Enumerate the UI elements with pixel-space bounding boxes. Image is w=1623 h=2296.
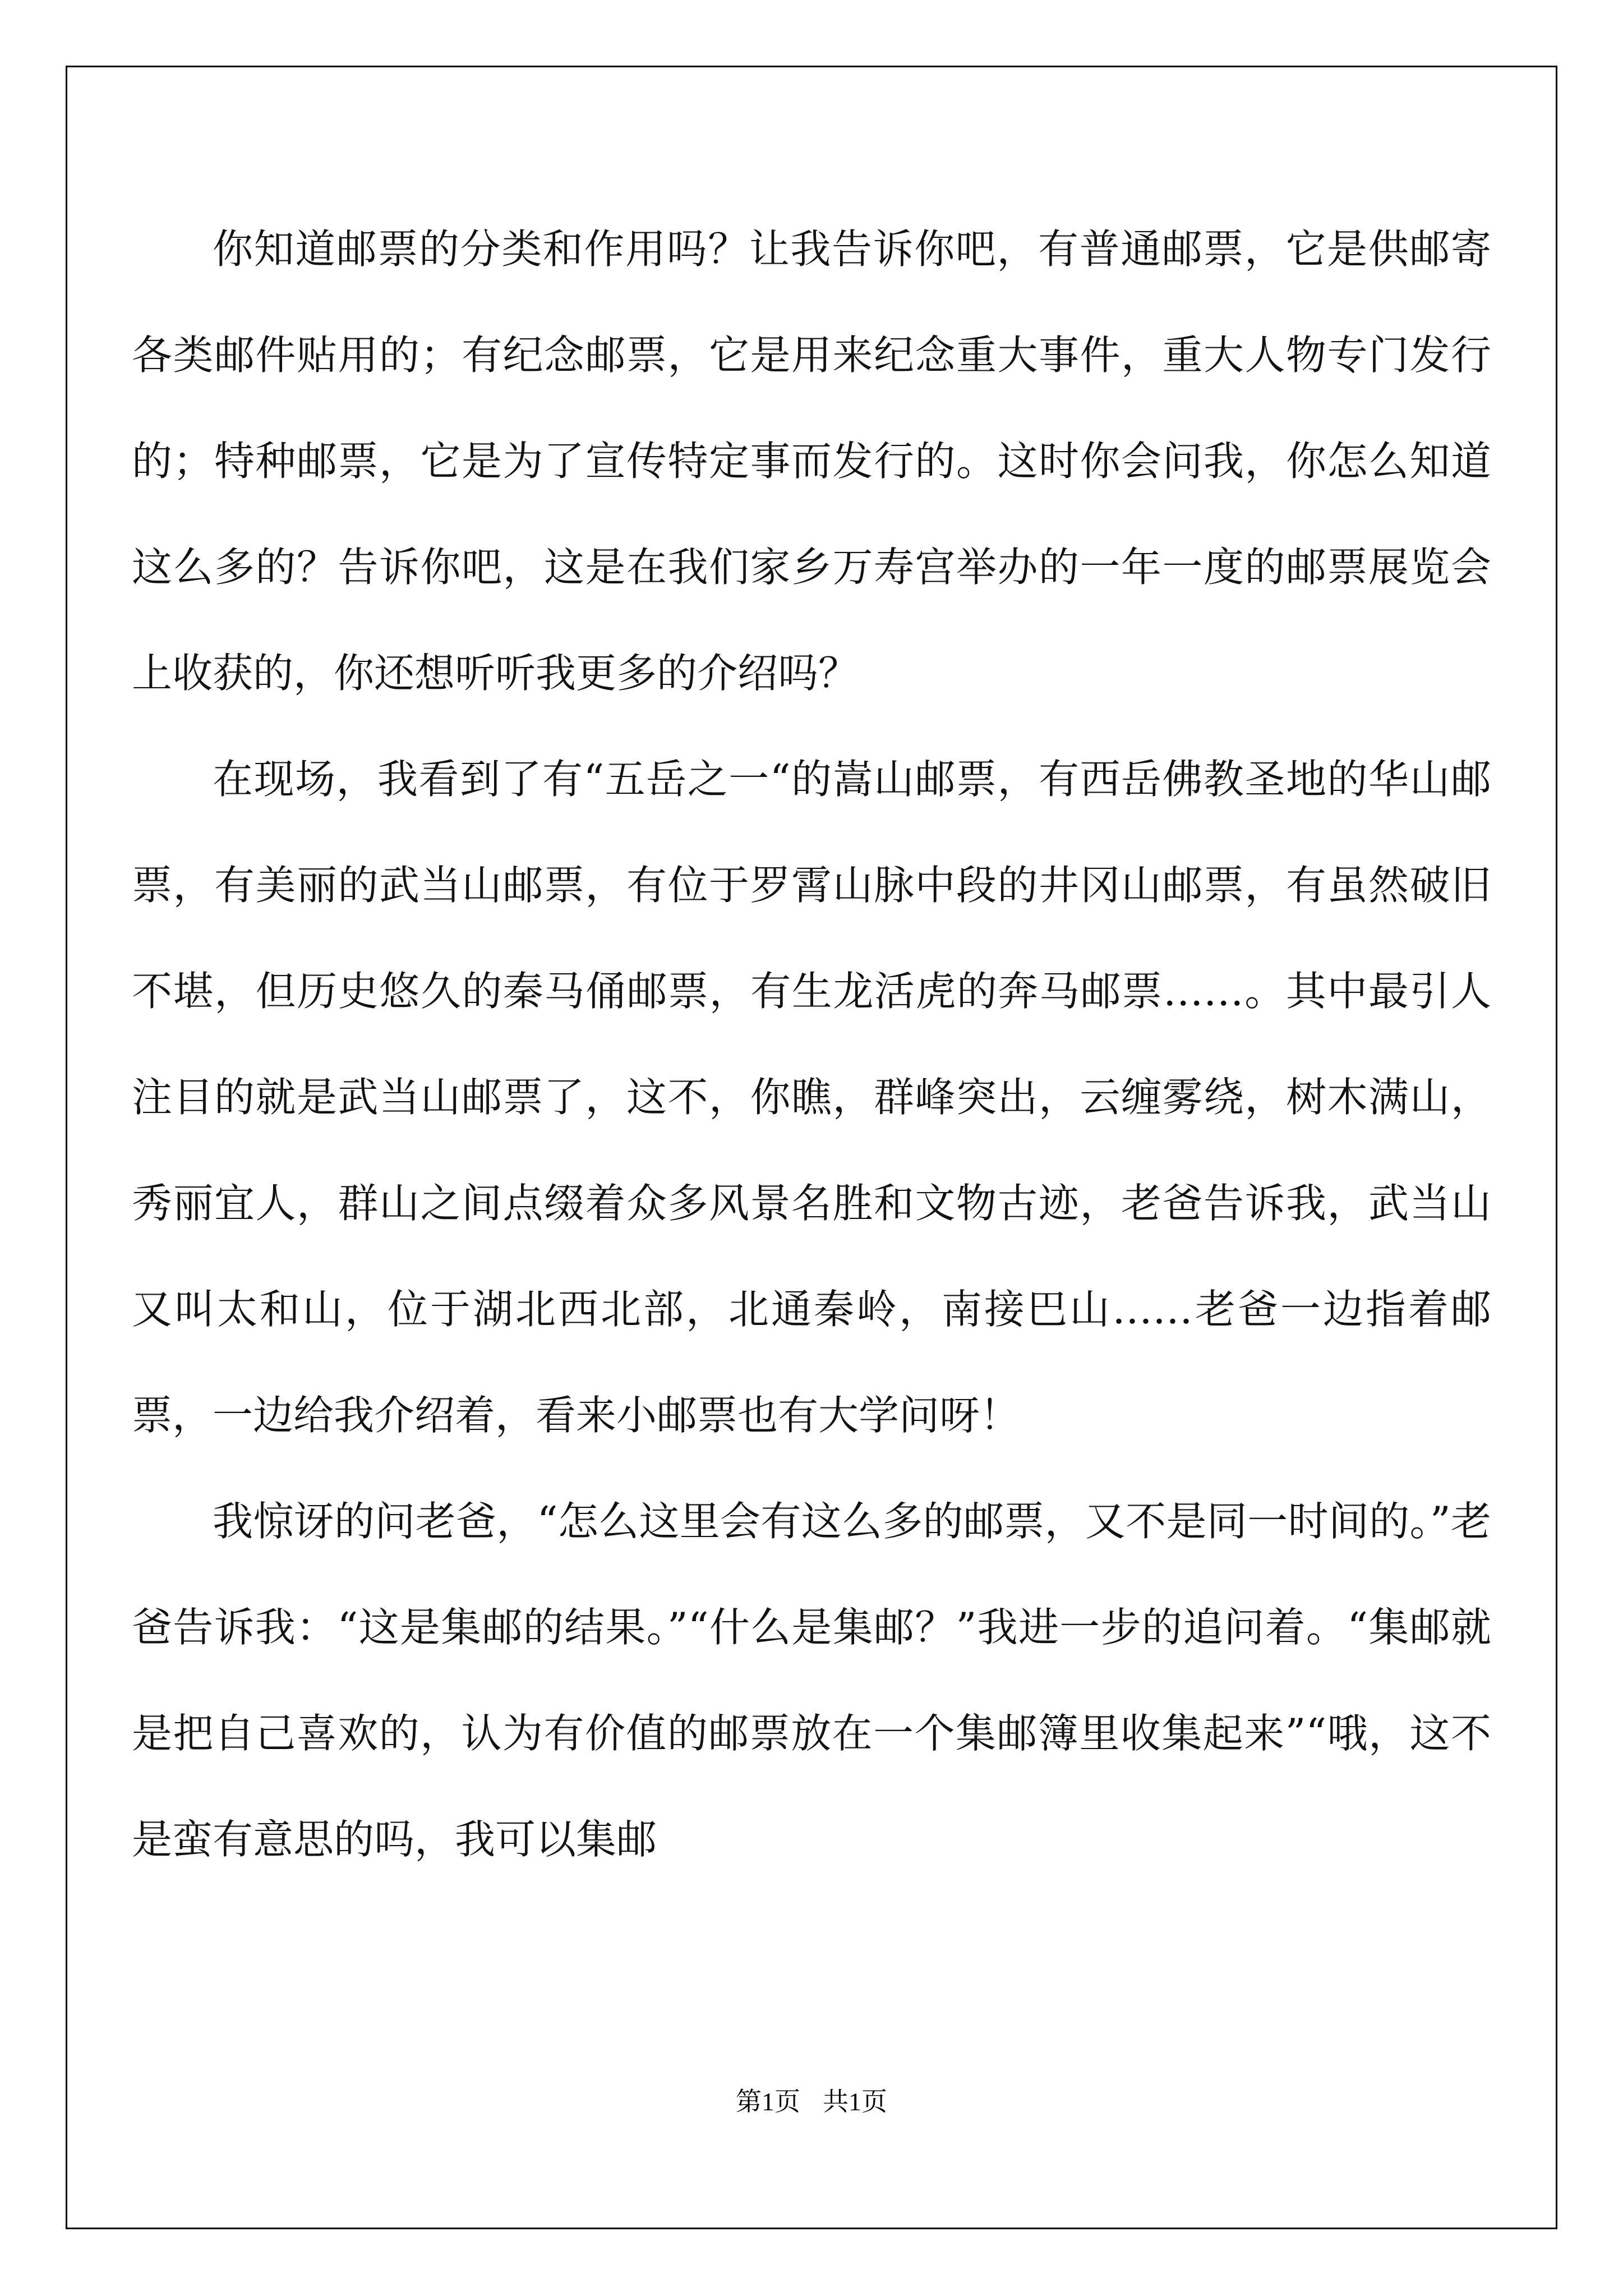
page-footer <box>0 2081 1623 2118</box>
paragraph-1: 你知道邮票的分类和作用吗？让我告诉你吧，有普通邮票，它是供邮寄各类邮件贴用的；有纪念邮票，它是用来纪念重大事件，重大人物专门发行的；特种邮票，它是为了宣传特定事而发行的。这时你会问我，你怎么知道这么多的？告诉你吧，这是在我们家乡万寿宫举办的一年一度的邮票展览会上收获的，你还想听听我更多的介绍吗？ <box>132 226 1491 697</box>
page-total: 共1页 <box>823 2087 887 2116</box>
document-body <box>132 196 1491 1893</box>
paragraph-3: 我惊讶的问老爸，“怎么这里会有这么多的邮票，又不是同一时间的。”老爸告诉我：“这是集邮的结果。”“什么是集邮？”我进一步的追问着。“集邮就是把自己喜欢的，认为有价值的邮票放在一个集邮簿里收集起来”“哦，这不是蛮有意思的吗，我可以集邮 <box>132 1498 1491 1863</box>
paragraph-2: 在现场，我看到了有“五岳之一“的嵩山邮票，有西岳佛教圣地的华山邮票，有美丽的武当山邮票，有位于罗霄山脉中段的井冈山邮票，有虽然破旧不堪，但历史悠久的秦马俑邮票，有生龙活虎的奔马邮票……。其中最引人注目的就是武当山邮票了，这不，你瞧，群峰突出，云缠雾绕，树木满山，秀丽宜人，群山之间点缀着众多风景名胜和文物古迹，老爸告诉我，武当山又叫太和山，位于湖北西北部，北通秦岭，南接巴山……老爸一边指着邮票，一边给我介绍着，看来小邮票也有大学问呀！ <box>132 756 1491 1439</box>
page-number: 第1页 <box>736 2087 800 2116</box>
